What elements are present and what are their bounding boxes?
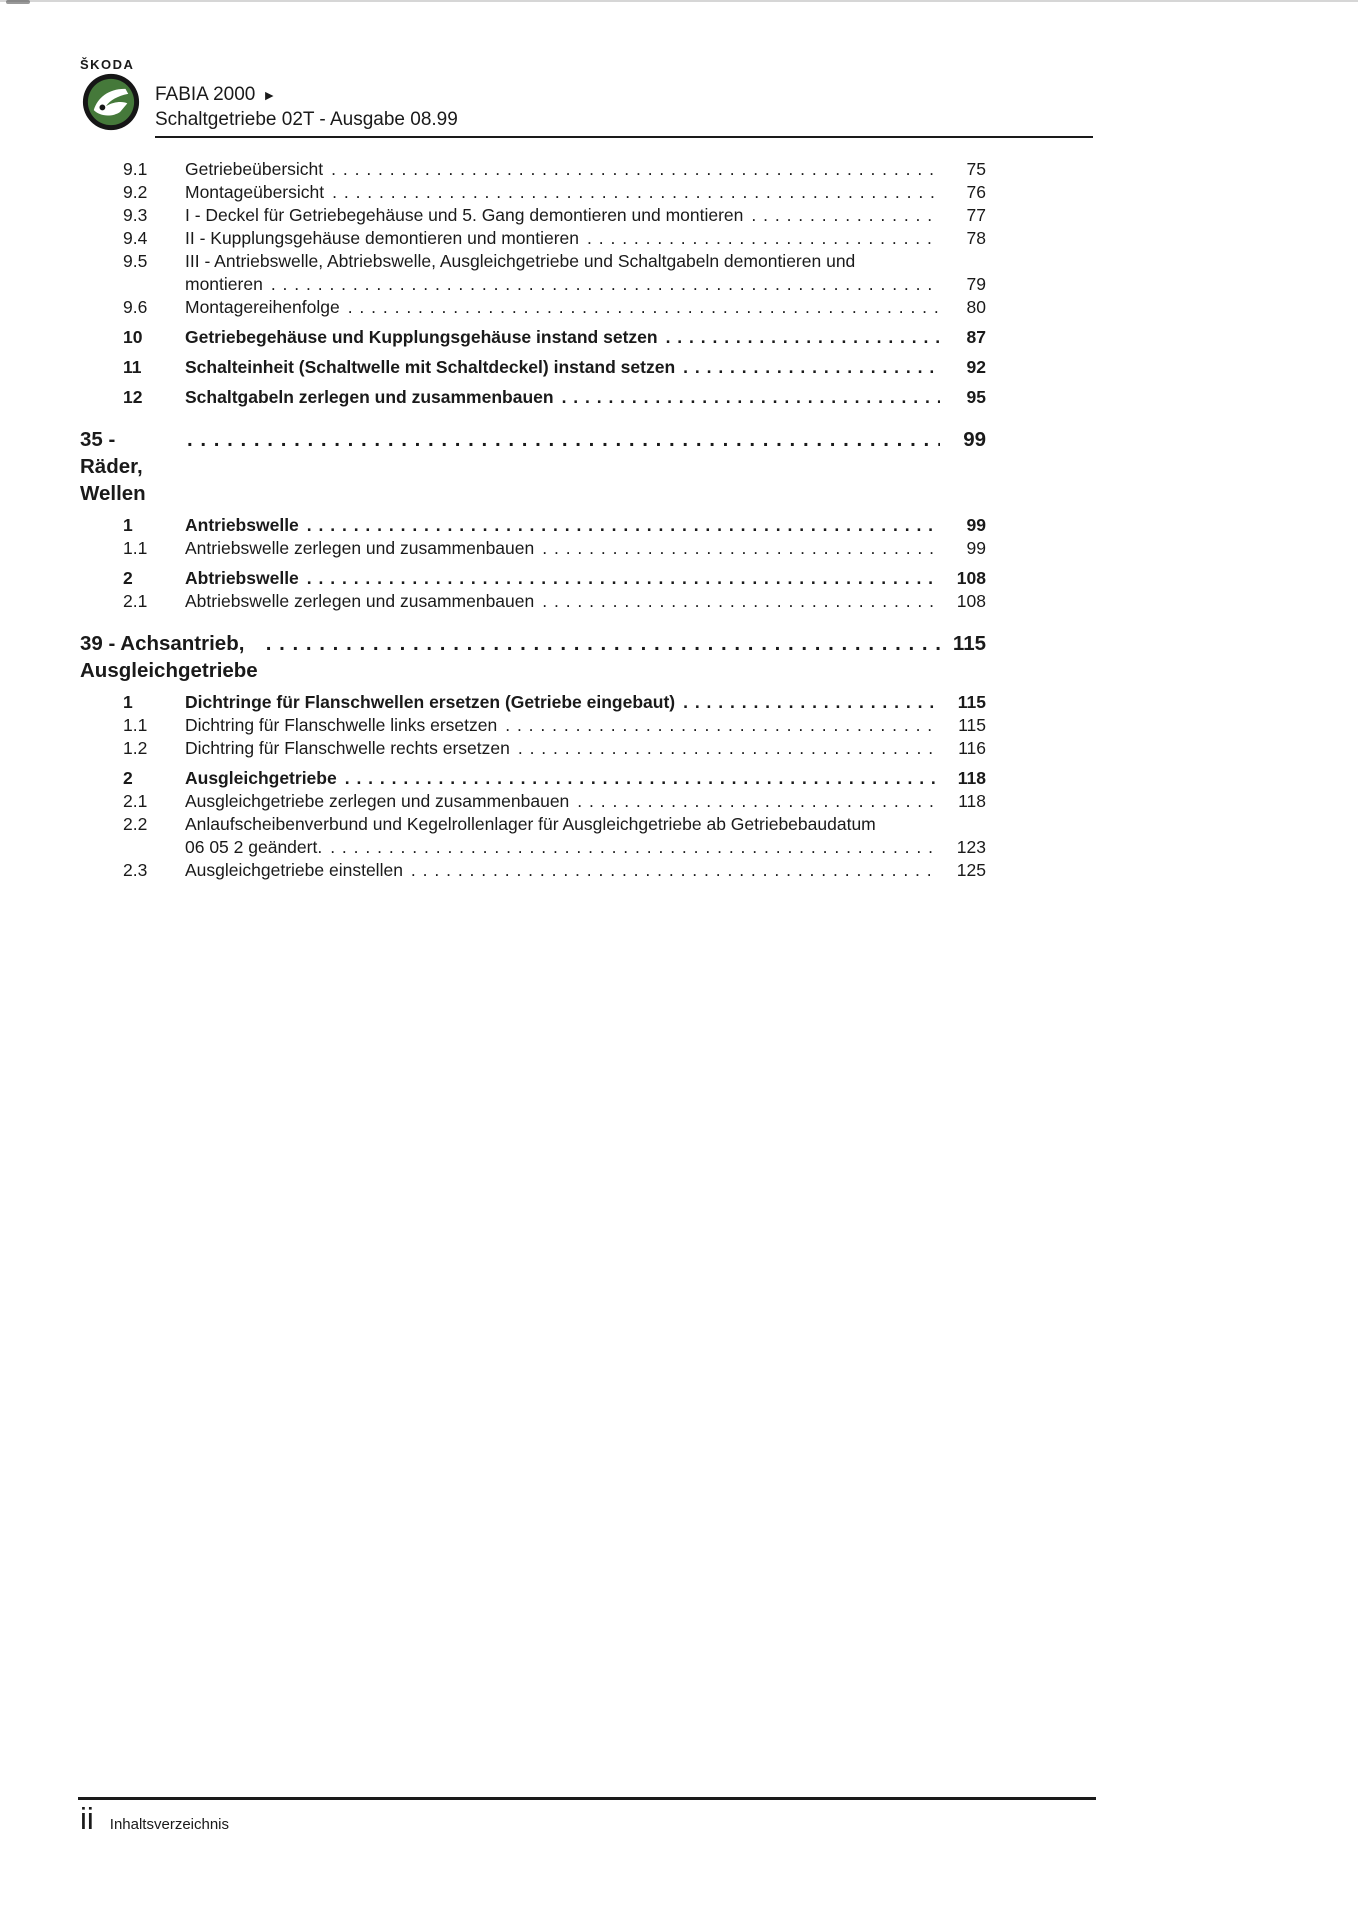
toc-entry-title: Montagereihenfolge bbox=[185, 297, 340, 317]
toc-entry-page: 118 bbox=[958, 791, 986, 811]
dot-leader bbox=[542, 537, 940, 560]
toc-entry-number: 2.1 bbox=[123, 591, 148, 611]
toc-entry bbox=[80, 181, 986, 204]
dot-leader bbox=[348, 296, 940, 319]
toc-entry bbox=[80, 590, 986, 613]
dot-leader bbox=[683, 356, 940, 379]
toc-chapter-label: 35 - Räder, Wellen bbox=[80, 428, 146, 505]
model-title bbox=[155, 84, 276, 106]
dot-leader bbox=[331, 158, 940, 181]
toc-entry bbox=[80, 514, 986, 537]
toc-entry-title: Montageübersicht bbox=[185, 182, 325, 202]
scan-artifact bbox=[6, 0, 30, 4]
toc-entry-page: 92 bbox=[966, 357, 986, 377]
toc-entry bbox=[80, 227, 986, 250]
dot-leader bbox=[307, 567, 940, 590]
toc-entry-page: 108 bbox=[956, 591, 986, 611]
toc-chapter-page: 115 bbox=[952, 632, 986, 655]
dot-leader bbox=[187, 426, 940, 453]
document-subtitle: Schaltgetriebe 02T - Ausgabe 08.99 bbox=[155, 109, 458, 130]
toc-entry-page: 99 bbox=[966, 538, 986, 558]
toc-entry-page: 116 bbox=[958, 738, 986, 758]
toc-entry-number: 1 bbox=[123, 515, 133, 535]
dot-leader bbox=[271, 273, 940, 296]
toc-entry-title-continued: 06 05 2 geändert. bbox=[185, 837, 323, 857]
toc-entry-title: Ausgleichgetriebe bbox=[185, 768, 337, 788]
toc-entry-title-continued: montieren bbox=[185, 274, 263, 294]
toc-entry-page: 123 bbox=[956, 837, 986, 857]
toc-entry-title: Ausgleichgetriebe zerlegen und zusammenbauen bbox=[185, 791, 570, 811]
toc-entry-number: 12 bbox=[123, 387, 143, 407]
dot-leader bbox=[751, 204, 940, 227]
toc-entry-page: 78 bbox=[966, 228, 986, 248]
toc-entry-title: I - Deckel für Getriebegehäuse und 5. Gang demontieren und montieren bbox=[185, 205, 744, 225]
toc-entry-number: 11 bbox=[123, 357, 142, 377]
toc-entry bbox=[80, 386, 986, 409]
toc-entry-title: Anlaufscheibenverbund und Kegelrollenlager für Ausgleichgetriebe ab Getriebebaudatum bbox=[185, 814, 876, 834]
toc-entry-number: 2.1 bbox=[123, 791, 148, 811]
toc-chapter-heading bbox=[80, 426, 986, 507]
toc-entry-page: 79 bbox=[966, 274, 986, 294]
toc-entry-page: 108 bbox=[956, 568, 986, 588]
toc-entry bbox=[80, 813, 986, 859]
toc-entry bbox=[80, 737, 986, 760]
toc-entry-number: 1 bbox=[123, 692, 133, 712]
dot-leader bbox=[587, 227, 940, 250]
toc-entry bbox=[80, 714, 986, 737]
toc-entry-title: Abtriebswelle zerlegen und zusammenbauen bbox=[185, 591, 535, 611]
toc-entry-number: 2.3 bbox=[123, 860, 148, 880]
dot-leader bbox=[345, 767, 940, 790]
toc-entry-page: 75 bbox=[966, 159, 986, 179]
forward-arrow-icon: ► bbox=[262, 87, 277, 103]
toc-entry-page: 77 bbox=[966, 205, 986, 225]
toc-entry-title: Getriebeübersicht bbox=[185, 159, 324, 179]
toc-entry bbox=[80, 567, 986, 590]
toc-entry-title: Dichtring für Flanschwelle links ersetzen bbox=[185, 715, 498, 735]
toc-entry-number: 1.2 bbox=[123, 738, 148, 758]
toc-entry bbox=[80, 537, 986, 560]
toc-entry-page: 115 bbox=[958, 715, 986, 735]
scan-edge bbox=[0, 0, 1358, 2]
toc-entry-page: 95 bbox=[966, 387, 986, 407]
toc-entry-number: 2 bbox=[123, 768, 133, 788]
model-name: FABIA 2000 bbox=[155, 84, 256, 105]
toc-entry-page: 87 bbox=[966, 327, 986, 347]
toc-entry bbox=[80, 356, 986, 379]
table-of-contents bbox=[80, 158, 986, 882]
toc-entry-page: 118 bbox=[957, 768, 986, 788]
toc-entry-page: 125 bbox=[956, 860, 986, 880]
footer-section-label: Inhaltsverzeichnis bbox=[109, 1816, 230, 1833]
toc-entry bbox=[80, 691, 986, 714]
toc-entry-title: Schalteinheit (Schaltwelle mit Schaltdeckel) instand setzen bbox=[185, 357, 676, 377]
dot-leader bbox=[562, 386, 940, 409]
footer-page-number: ii bbox=[80, 1801, 94, 1836]
dot-leader bbox=[307, 514, 940, 537]
page-footer bbox=[80, 1801, 229, 1837]
toc-entry-title: III - Antriebswelle, Abtriebswelle, Ausgleichgetriebe und Schaltgabeln demontieren und bbox=[185, 251, 856, 271]
toc-entry bbox=[80, 250, 986, 296]
skoda-logo-icon bbox=[82, 73, 140, 131]
footer-divider bbox=[78, 1797, 1096, 1800]
toc-entry-title: Dichtring für Flanschwelle rechts ersetzen bbox=[185, 738, 510, 758]
toc-entry-number: 10 bbox=[123, 327, 143, 347]
dot-leader bbox=[666, 326, 940, 349]
dot-leader bbox=[518, 737, 940, 760]
toc-entry-number: 1.1 bbox=[123, 538, 148, 558]
dot-leader bbox=[683, 691, 940, 714]
toc-entry-page: 99 bbox=[966, 515, 986, 535]
toc-entry-title: Getriebegehäuse und Kupplungsgehäuse instand setzen bbox=[185, 327, 658, 347]
toc-entry-title: Abtriebswelle bbox=[185, 568, 299, 588]
toc-entry-body bbox=[185, 250, 986, 296]
toc-entry-number: 1.1 bbox=[123, 715, 148, 735]
toc-entry-number: 9.5 bbox=[123, 251, 148, 271]
toc-entry-title: II - Kupplungsgehäuse demontieren und montieren bbox=[185, 228, 580, 248]
dot-leader bbox=[330, 836, 940, 859]
toc-entry-number: 9.3 bbox=[123, 205, 148, 225]
toc-entry-title: Ausgleichgetriebe einstellen bbox=[185, 860, 403, 880]
toc-entry bbox=[80, 790, 986, 813]
toc-chapter-heading bbox=[80, 630, 986, 684]
toc-entry-number: 9.6 bbox=[123, 297, 148, 317]
toc-entry-page: 115 bbox=[957, 692, 986, 712]
toc-entry-title: Antriebswelle zerlegen und zusammenbauen bbox=[185, 538, 535, 558]
toc-entry-title: Schaltgabeln zerlegen und zusammenbauen bbox=[185, 387, 554, 407]
skoda-wordmark: ŠKODA bbox=[80, 57, 135, 72]
toc-entry bbox=[80, 158, 986, 181]
toc-entry bbox=[80, 767, 986, 790]
toc-entry-body bbox=[185, 813, 986, 859]
dot-leader bbox=[332, 181, 940, 204]
dot-leader bbox=[266, 630, 940, 657]
dot-leader bbox=[577, 790, 940, 813]
dot-leader bbox=[505, 714, 940, 737]
toc-entry-number: 9.1 bbox=[123, 159, 148, 179]
toc-entry bbox=[80, 326, 986, 349]
toc-entry bbox=[80, 296, 986, 319]
toc-entry bbox=[80, 204, 986, 227]
toc-entry-title: Antriebswelle bbox=[185, 515, 299, 535]
toc-entry-number: 9.4 bbox=[123, 228, 148, 248]
toc-entry-page: 80 bbox=[966, 297, 986, 317]
toc-chapter-page: 99 bbox=[963, 428, 986, 451]
toc-entry-number: 2.2 bbox=[123, 814, 148, 834]
toc-entry-number: 9.2 bbox=[123, 182, 148, 202]
dot-leader bbox=[542, 590, 940, 613]
header-divider bbox=[155, 136, 1093, 138]
toc-chapter-label: 39 - Achsantrieb, Ausgleichgetriebe bbox=[80, 632, 258, 682]
toc-entry-number: 2 bbox=[123, 568, 133, 588]
toc-entry-page: 76 bbox=[966, 182, 986, 202]
toc-entry-title: Dichtringe für Flanschwellen ersetzen (Getriebe eingebaut) bbox=[185, 692, 676, 712]
toc-entry bbox=[80, 859, 986, 882]
dot-leader bbox=[411, 859, 940, 882]
